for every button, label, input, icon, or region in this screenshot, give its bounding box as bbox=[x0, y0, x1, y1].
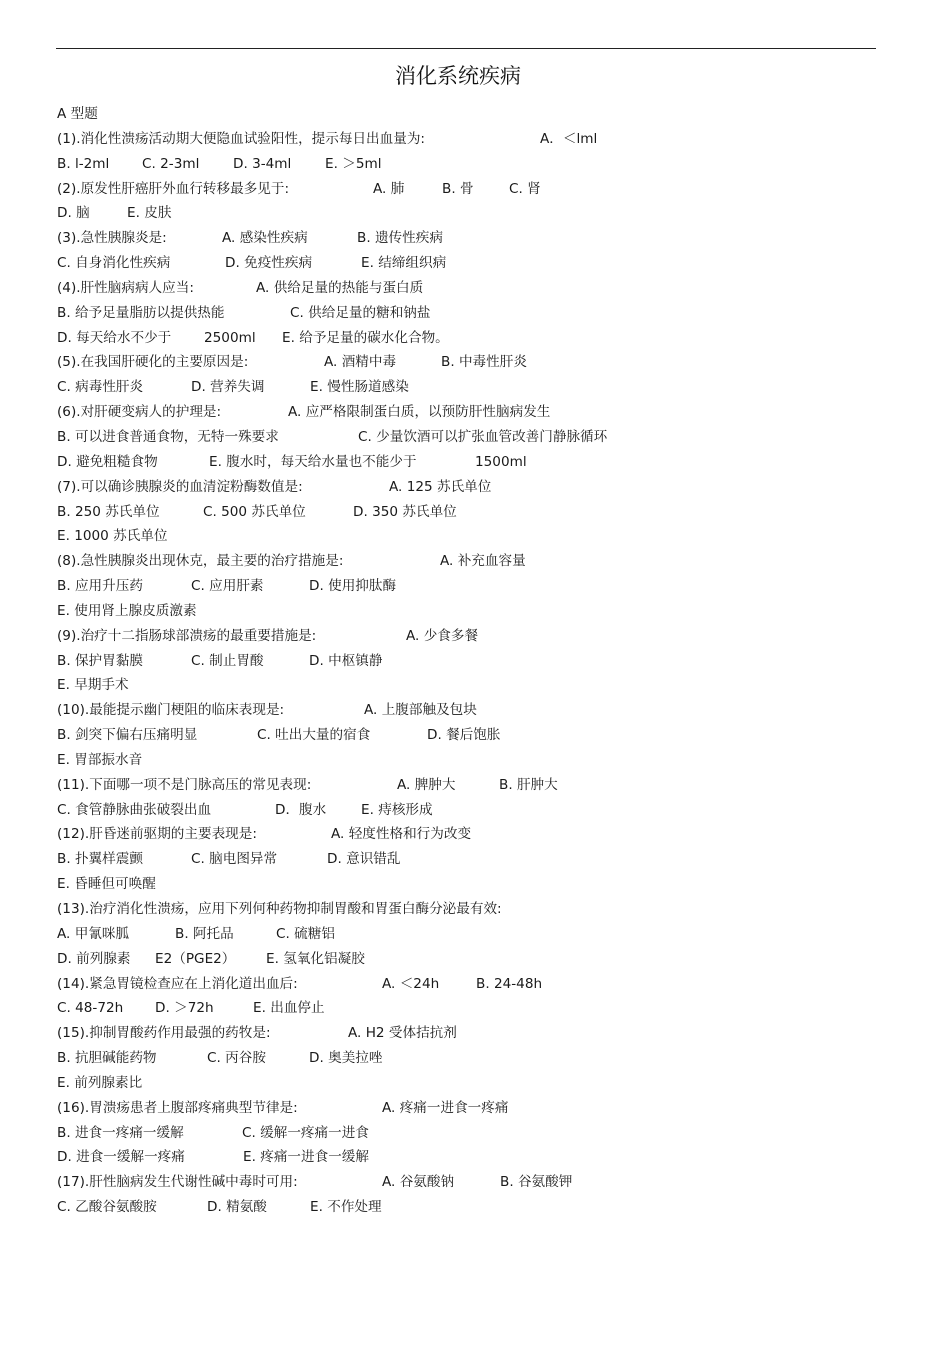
question-line bbox=[57, 897, 897, 922]
answer-option: C. 硫糖铝 bbox=[276, 925, 335, 942]
answer-option: D. 中枢镇静 bbox=[309, 652, 383, 669]
question-line bbox=[57, 1046, 897, 1071]
answer-option: B. 应用升压药 bbox=[57, 578, 143, 595]
answer-option: D. 350 苏氏单位 bbox=[353, 503, 457, 520]
answer-option: C. 缓解一疼痛一进食 bbox=[242, 1124, 369, 1141]
answer-option: 1500ml bbox=[475, 453, 527, 470]
question-line bbox=[57, 624, 897, 649]
question-stem: (6).对肝硬变病人的护理是: bbox=[57, 404, 222, 421]
question-line bbox=[57, 375, 897, 400]
question-stem: (3).急性胰腺炎是: bbox=[57, 230, 167, 247]
answer-option: D. 意识错乱 bbox=[327, 851, 401, 868]
question-line bbox=[57, 872, 897, 897]
question-line bbox=[57, 972, 897, 997]
answer-option: A. 125 苏氏单位 bbox=[389, 478, 492, 495]
question-line bbox=[57, 549, 897, 574]
question-line bbox=[57, 798, 897, 823]
question-stem: (8).急性胰腺炎出现休克，最主要的治疗措施是: bbox=[57, 553, 344, 570]
question-line bbox=[57, 773, 897, 798]
answer-option: B. 剑突下偏右压痛明显 bbox=[57, 727, 198, 744]
answer-option: D．腹水 bbox=[275, 801, 327, 818]
question-line bbox=[57, 574, 897, 599]
answer-option: E. 胃部振水音 bbox=[57, 751, 143, 768]
question-line bbox=[57, 947, 897, 972]
answer-option: E. 昏睡但可唤醒 bbox=[57, 876, 156, 893]
answer-option: A. 疼痛一进食一疼痛 bbox=[382, 1099, 509, 1116]
question-line bbox=[57, 326, 897, 351]
answer-option: B. 进食一疼痛一缓解 bbox=[57, 1124, 184, 1141]
question-stem: (5).在我国肝硬化的主要原因是: bbox=[57, 354, 249, 371]
answer-option: E. 不作处理 bbox=[310, 1199, 382, 1216]
answer-option: E. ＞5ml bbox=[325, 155, 382, 172]
answer-option: E. 疼痛一进食一缓解 bbox=[243, 1149, 369, 1166]
question-stem: (9).治疗十二指肠球部溃疡的最重要措施是: bbox=[57, 627, 317, 644]
answer-option: B. 250 苏氏单位 bbox=[57, 503, 160, 520]
question-line bbox=[57, 1121, 897, 1146]
question-line bbox=[57, 524, 897, 549]
answer-option: E. 慢性肠道感染 bbox=[310, 379, 409, 396]
answer-option: C. 500 苏氏单位 bbox=[203, 503, 306, 520]
answer-option: D. 前列腺素 bbox=[57, 950, 131, 967]
answer-option: B. l-2ml bbox=[57, 155, 110, 172]
header-rule bbox=[56, 48, 876, 49]
answer-option: C. 制止胃酸 bbox=[191, 652, 264, 669]
question-line bbox=[57, 822, 897, 847]
question-line bbox=[57, 1195, 897, 1220]
question-line bbox=[57, 1145, 897, 1170]
answer-option: A. 甲氰咪胍 bbox=[57, 925, 130, 942]
answer-option: E2（PGE2） bbox=[155, 950, 236, 967]
answer-option: E. 早期手术 bbox=[57, 677, 129, 694]
answer-option: B. 中毒性肝炎 bbox=[441, 354, 527, 371]
answer-option: D. 奥美拉唑 bbox=[309, 1050, 383, 1067]
question-line bbox=[57, 673, 897, 698]
question-stem: (4).肝性脑病病人应当: bbox=[57, 279, 194, 296]
answer-option: C. 脑电图异常 bbox=[191, 851, 278, 868]
answer-option: B. 骨 bbox=[442, 180, 474, 197]
answer-option: D. ＞72h bbox=[155, 1000, 214, 1017]
question-stem: (16).胃溃疡患者上腹部疼痛典型节律是: bbox=[57, 1099, 298, 1116]
question-line bbox=[57, 251, 897, 276]
answer-option: B. 阿托品 bbox=[175, 925, 234, 942]
answer-option: A. 轻度性格和行为改变 bbox=[331, 826, 472, 843]
question-line bbox=[57, 922, 897, 947]
answer-option: B. 扑翼样震颤 bbox=[57, 851, 143, 868]
answer-option: A. 应严格限制蛋白质，以预防肝性脑病发生 bbox=[288, 404, 551, 421]
answer-option: C. 应用肝素 bbox=[191, 578, 264, 595]
question-line bbox=[57, 649, 897, 674]
answer-option: B. 给予足量脂肪以提供热能 bbox=[57, 304, 225, 321]
answer-option: B. 抗胆碱能药物 bbox=[57, 1050, 157, 1067]
question-line bbox=[57, 425, 897, 450]
answer-option: B. 保护胃黏膜 bbox=[57, 652, 143, 669]
question-stem: (14).紧急胃镜检查应在上消化道出血后: bbox=[57, 975, 298, 992]
question-line bbox=[57, 1071, 897, 1096]
question-line bbox=[57, 201, 897, 226]
question-line bbox=[57, 400, 897, 425]
answer-option: A. 补充血容量 bbox=[440, 553, 526, 570]
question-stem: (10).最能提示幽门梗阻的临床表现是: bbox=[57, 702, 285, 719]
question-line bbox=[57, 276, 897, 301]
answer-option: D. 免疫性疾病 bbox=[225, 255, 313, 272]
answer-option: E. 痔核形成 bbox=[361, 801, 433, 818]
answer-option: E. 使用肾上腺皮质激素 bbox=[57, 602, 197, 619]
answer-option: E. 皮肤 bbox=[127, 205, 172, 222]
answer-option: B. 谷氨酸钾 bbox=[500, 1174, 573, 1191]
question-stem: (15).抑制胃酸药作用最强的药牧是: bbox=[57, 1025, 271, 1042]
answer-option: D. 精氨酸 bbox=[207, 1199, 267, 1216]
question-stem: (11).下面哪一项不是门脉高压的常见表现: bbox=[57, 776, 312, 793]
answer-option: D. 每天给水不少于 bbox=[57, 329, 172, 346]
question-line bbox=[57, 350, 897, 375]
question-line bbox=[57, 698, 897, 723]
question-line bbox=[57, 177, 897, 202]
answer-option: D. 使用抑肽酶 bbox=[309, 578, 397, 595]
answer-option: A．＜lml bbox=[540, 130, 598, 147]
question-stem: (17).肝性脑病发生代谢性碱中毒时可用: bbox=[57, 1174, 298, 1191]
answer-option: E. 前列腺素比 bbox=[57, 1074, 143, 1091]
answer-option: D. 餐后饱胀 bbox=[427, 727, 501, 744]
answer-option: A. H2 受体拮抗剂 bbox=[348, 1025, 457, 1042]
answer-option: C. 病毒性肝炎 bbox=[57, 379, 144, 396]
answer-option: A. ＜24h bbox=[382, 975, 440, 992]
question-line bbox=[57, 1096, 897, 1121]
question-line bbox=[57, 996, 897, 1021]
question-line bbox=[57, 847, 897, 872]
answer-option: C. 食管静脉曲张破裂出血 bbox=[57, 801, 212, 818]
answer-option: A. 脾肿大 bbox=[397, 776, 456, 793]
answer-option: A. 感染性疾病 bbox=[222, 230, 308, 247]
answer-option: B. 遗传性疾病 bbox=[357, 230, 443, 247]
answer-option: C. 少量饮酒可以扩张血管改善门静脉循环 bbox=[358, 428, 608, 445]
answer-option: C. 48-72h bbox=[57, 1000, 124, 1017]
question-line bbox=[57, 301, 897, 326]
question-line bbox=[57, 1170, 897, 1195]
answer-option: D. 脑 bbox=[57, 205, 90, 222]
answer-option: A. 肺 bbox=[373, 180, 405, 197]
answer-option: A. 谷氨酸钠 bbox=[382, 1174, 455, 1191]
answer-option: C. 丙谷胺 bbox=[207, 1050, 266, 1067]
answer-option: A. 上腹部触及包块 bbox=[364, 702, 477, 719]
answer-option: E. 给予足量的碳水化合物。 bbox=[282, 329, 449, 346]
question-line bbox=[57, 475, 897, 500]
answer-option: C. 自身消化性疾病 bbox=[57, 255, 171, 272]
answer-option: D. 避免粗糙食物 bbox=[57, 453, 158, 470]
answer-option: E. 1000 苏氏单位 bbox=[57, 528, 168, 545]
question-line bbox=[57, 748, 897, 773]
question-stem: (7).可以确诊胰腺炎的血清淀粉酶数值是: bbox=[57, 478, 303, 495]
section-label bbox=[57, 102, 897, 127]
answer-option: D. 营养失调 bbox=[191, 379, 265, 396]
answer-option: A. 少食多餐 bbox=[406, 627, 479, 644]
answer-option: E. 出血停止 bbox=[253, 1000, 325, 1017]
answer-option: A. 酒精中毒 bbox=[324, 354, 397, 371]
answer-option: C. 吐出大量的宿食 bbox=[257, 727, 371, 744]
answer-option: C. 供给足量的糖和钠盐 bbox=[290, 304, 431, 321]
question-stem: (2).原发性肝癌肝外血行转移最多见于: bbox=[57, 180, 290, 197]
answer-option: C. 2-3ml bbox=[142, 155, 200, 172]
question-line bbox=[57, 226, 897, 251]
question-stem: (1).消化性溃疡活动期大便隐血试验阳性，提示每日出血量为: bbox=[57, 130, 425, 147]
answer-option: E. 氢氧化铝凝胶 bbox=[266, 950, 365, 967]
section-label-text: A 型题 bbox=[57, 106, 98, 122]
answer-option: B. 肝肿大 bbox=[499, 776, 558, 793]
question-stem: (12).肝昏迷前驱期的主要表现是: bbox=[57, 826, 257, 843]
answer-option: B. 可以进食普通食物，无特一殊要求 bbox=[57, 428, 279, 445]
answer-option: C. 乙酸谷氨酸胺 bbox=[57, 1199, 157, 1216]
answer-option: D. 进食一缓解一疼痛 bbox=[57, 1149, 185, 1166]
answer-option: B. 24-48h bbox=[476, 975, 543, 992]
question-line bbox=[57, 450, 897, 475]
answer-option: E. 腹水时，每天给水量也不能少于 bbox=[209, 453, 417, 470]
question-line bbox=[57, 127, 897, 152]
question-line bbox=[57, 723, 897, 748]
question-stem: (13).治疗消化性溃疡，应用下列何种药物抑制胃酸和胃蛋白酶分泌最有效: bbox=[57, 901, 502, 917]
question-list bbox=[57, 102, 897, 1220]
answer-option: C. 肾 bbox=[509, 180, 541, 197]
page-title: 消化系统疾病 bbox=[395, 64, 521, 88]
answer-option: D. 3-4ml bbox=[233, 155, 292, 172]
answer-option: E. 结缔组织病 bbox=[361, 255, 447, 272]
question-line bbox=[57, 152, 897, 177]
answer-option: A. 供给足量的热能与蛋白质 bbox=[256, 279, 424, 296]
answer-option: 2500ml bbox=[204, 329, 256, 346]
question-line bbox=[57, 599, 897, 624]
question-line bbox=[57, 500, 897, 525]
question-line bbox=[57, 1021, 897, 1046]
